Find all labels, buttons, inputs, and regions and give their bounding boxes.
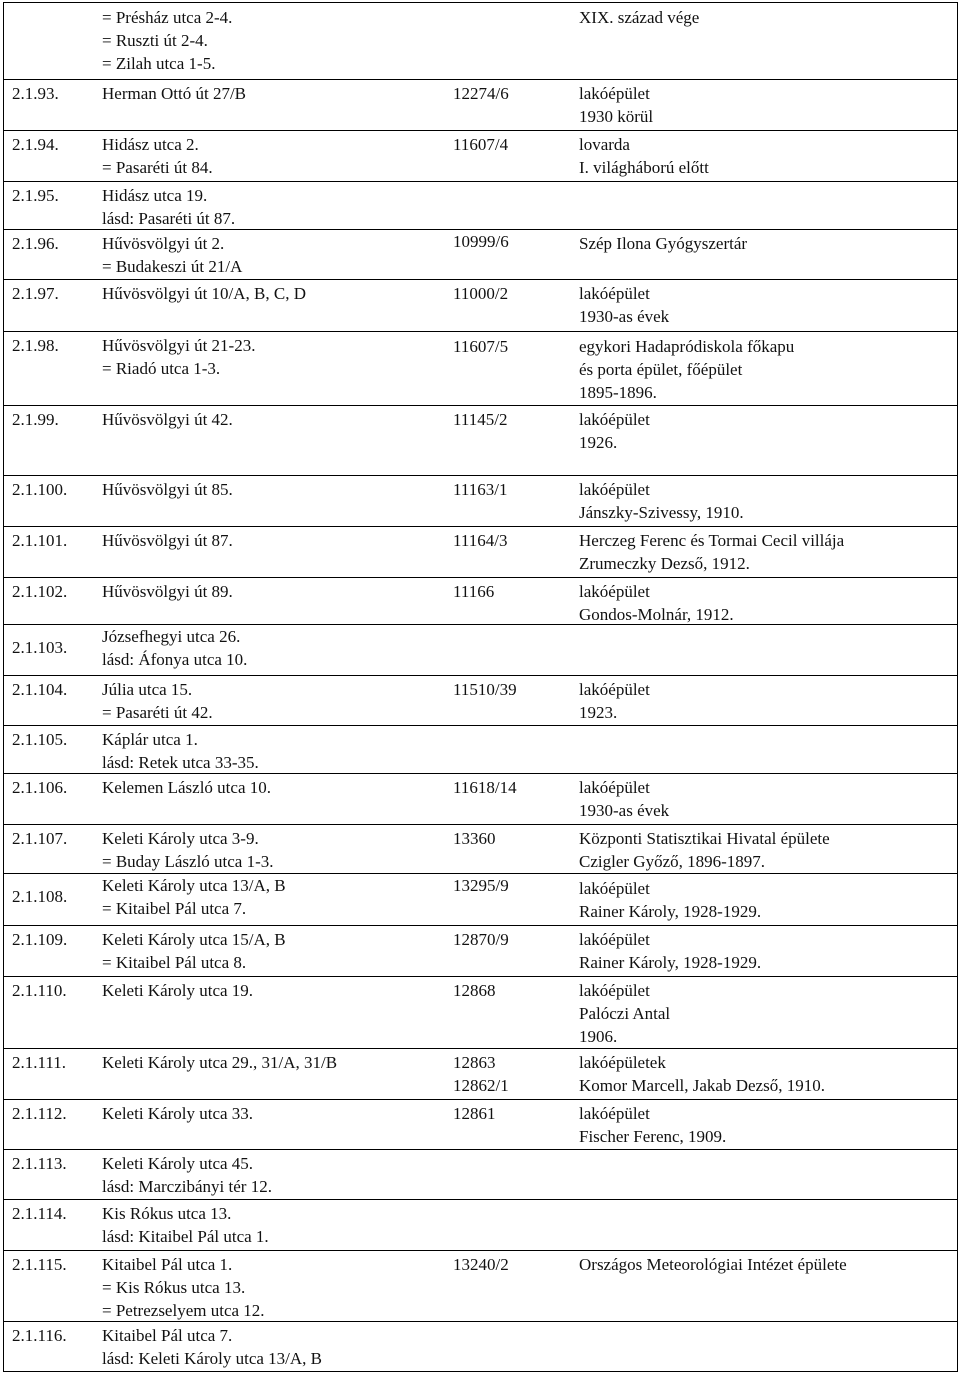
parcel-number-cell: 12870/9: [453, 930, 509, 949]
row-id: 2.1.109.: [12, 930, 68, 949]
address-cell: Káplár utca 1. lásd: Retek utca 33-35.: [102, 730, 259, 772]
row-id: 2.1.106.: [12, 778, 68, 797]
table-row: [4, 229, 957, 279]
row-id: 2.1.112.: [12, 1104, 67, 1123]
address-cell: Keleti Károly utca 15/A, B = Kitaibel Pál utca 8.: [102, 930, 286, 972]
address-cell: Keleti Károly utca 3-9. = Buday László utca 1-3.: [102, 829, 274, 871]
row-id: 2.1.111.: [12, 1053, 66, 1072]
table-row: [4, 405, 957, 475]
description-cell: lakóépület 1926.: [579, 410, 650, 452]
table-row: [4, 79, 957, 130]
description-cell: Herczeg Ferenc és Tormai Cecil villája Zrumeczky Dezső, 1912.: [579, 531, 845, 573]
table-row: [4, 1099, 957, 1149]
address-cell: Kitaibel Pál utca 1. = Kis Rókus utca 13. = Petrezselyem utca 12.: [102, 1255, 265, 1320]
row-id: 2.1.97.: [12, 284, 59, 303]
parcel-number-cell: 12861: [453, 1104, 496, 1123]
description-cell: Szép Ilona Gyógyszertár: [579, 234, 748, 253]
address-cell: Keleti Károly utca 19.: [102, 981, 254, 1000]
description-cell: lakóépület 1930-as évek: [579, 284, 670, 326]
table-row: [4, 526, 957, 577]
address-cell: Hűvösvölgyi út 21-23. = Riadó utca 1-3.: [102, 336, 256, 378]
description-cell: lakóépület Fischer Ferenc, 1909.: [579, 1104, 727, 1146]
address-cell: Hűvösvölgyi út 87.: [102, 531, 233, 550]
row-id: 2.1.93.: [12, 84, 59, 103]
address-cell: = Présház utca 2-4. = Ruszti út 2-4. = Zilah utca 1-5.: [102, 8, 233, 73]
row-id: 2.1.102.: [12, 582, 68, 601]
row-id: 2.1.113.: [12, 1154, 67, 1173]
table-row: [4, 1149, 957, 1199]
parcel-number-cell: 11607/4: [453, 135, 509, 154]
row-id: 2.1.116.: [12, 1326, 67, 1345]
table-row: [4, 1321, 957, 1371]
parcel-number-cell: 11163/1: [453, 480, 508, 499]
address-cell: Kitaibel Pál utca 7. lásd: Keleti Károly utca 13/A, B: [102, 1326, 323, 1368]
table-row: [4, 279, 957, 331]
row-id: 2.1.110.: [12, 981, 67, 1000]
table-row: [4, 181, 957, 229]
parcel-number-cell: 11618/14: [453, 778, 517, 797]
description-cell: lakóépület Gondos-Molnár, 1912.: [579, 582, 734, 624]
row-id: 2.1.103.: [12, 638, 68, 657]
row-id: 2.1.101.: [12, 531, 68, 550]
description-cell: lakóépület 1923.: [579, 680, 650, 722]
parcel-number-cell: 11145/2: [453, 410, 508, 429]
table-row: [4, 331, 957, 405]
row-id: 2.1.95.: [12, 186, 59, 205]
description-cell: lovarda I. világháború előtt: [579, 135, 709, 177]
table-row: [4, 976, 957, 1048]
table-row: [4, 130, 957, 181]
table-row: [4, 3, 957, 79]
table-row: [4, 925, 957, 976]
row-id: 2.1.104.: [12, 680, 68, 699]
row-id: 2.1.96.: [12, 234, 59, 253]
building-register-table: [3, 2, 958, 1372]
address-cell: Hűvösvölgyi út 2. = Budakeszi út 21/A: [102, 234, 243, 276]
description-cell: lakóépület Rainer Károly, 1928-1929.: [579, 930, 762, 972]
address-cell: Keleti Károly utca 45. lásd: Marczibányi tér 12.: [102, 1154, 272, 1196]
parcel-number-cell: 13295/9: [453, 876, 509, 895]
description-cell: lakóépület 1930-as évek: [579, 778, 670, 820]
address-cell: Hűvösvölgyi út 10/A, B, C, D: [102, 284, 307, 303]
table-row: [4, 675, 957, 725]
row-id: 2.1.100.: [12, 480, 68, 499]
parcel-number-cell: 13240/2: [453, 1255, 509, 1274]
address-cell: Keleti Károly utca 29., 31/A, 31/B: [102, 1053, 338, 1072]
parcel-number-cell: 10999/6: [453, 232, 509, 251]
table-row: [4, 1048, 957, 1099]
table-row: [4, 773, 957, 824]
address-cell: Hűvösvölgyi út 42.: [102, 410, 233, 429]
description-cell: lakóépületek Komor Marcell, Jakab Dezső, 1910.: [579, 1053, 825, 1095]
table-row: [4, 475, 957, 526]
description-cell: XIX. század vége: [579, 8, 700, 27]
parcel-number-cell: 12863 12862/1: [453, 1053, 509, 1095]
row-id: 2.1.115.: [12, 1255, 67, 1274]
description-cell: lakóépület 1930 körül: [579, 84, 654, 126]
parcel-number-cell: 11166: [453, 582, 495, 601]
row-id: 2.1.99.: [12, 410, 59, 429]
address-cell: Keleti Károly utca 13/A, B = Kitaibel Pál utca 7.: [102, 876, 286, 918]
row-id: 2.1.108.: [12, 887, 68, 906]
parcel-number-cell: 12274/6: [453, 84, 509, 103]
table-row: [4, 1250, 957, 1321]
address-cell: Hidász utca 2. = Pasaréti út 84.: [102, 135, 213, 177]
description-cell: lakóépület Palóczi Antal 1906.: [579, 981, 671, 1046]
address-cell: Hűvösvölgyi út 89.: [102, 582, 233, 601]
address-cell: Júlia utca 15. = Pasaréti út 42.: [102, 680, 213, 722]
table-row: [4, 577, 957, 624]
description-cell: lakóépület Jánszky-Szivessy, 1910.: [579, 480, 744, 522]
address-cell: Kis Rókus utca 13. lásd: Kitaibel Pál utca 1.: [102, 1204, 269, 1246]
address-cell: Józsefhegyi utca 26. lásd: Áfonya utca 10.: [102, 627, 248, 669]
table-row: [4, 725, 957, 773]
row-id: 2.1.98.: [12, 336, 59, 355]
row-id: 2.1.107.: [12, 829, 68, 848]
parcel-number-cell: 12868: [453, 981, 496, 1000]
description-cell: Központi Statisztikai Hivatal épülete Czigler Győző, 1896-1897.: [579, 829, 830, 871]
parcel-number-cell: 13360: [453, 829, 496, 848]
description-cell: Országos Meteorológiai Intézet épülete: [579, 1255, 847, 1274]
parcel-number-cell: 11164/3: [453, 531, 508, 550]
address-cell: Kelemen László utca 10.: [102, 778, 271, 797]
address-cell: Keleti Károly utca 33.: [102, 1104, 254, 1123]
row-id: 2.1.94.: [12, 135, 59, 154]
row-id: 2.1.114.: [12, 1204, 67, 1223]
table-row: [4, 1199, 957, 1250]
parcel-number-cell: 11607/5: [453, 337, 509, 356]
address-cell: Herman Ottó út 27/B: [102, 84, 247, 103]
table-row: [4, 824, 957, 873]
address-cell: Hűvösvölgyi út 85.: [102, 480, 233, 499]
row-id: 2.1.105.: [12, 730, 68, 749]
table-row: [4, 873, 957, 925]
parcel-number-cell: 11000/2: [453, 284, 509, 303]
description-cell: egykori Hadapródiskola főkapu és porta épület, főépület 1895-1896.: [579, 337, 795, 402]
table-row: [4, 624, 957, 675]
parcel-number-cell: 11510/39: [453, 680, 517, 699]
description-cell: lakóépület Rainer Károly, 1928-1929.: [579, 879, 762, 921]
address-cell: Hidász utca 19. lásd: Pasaréti út 87.: [102, 186, 236, 228]
